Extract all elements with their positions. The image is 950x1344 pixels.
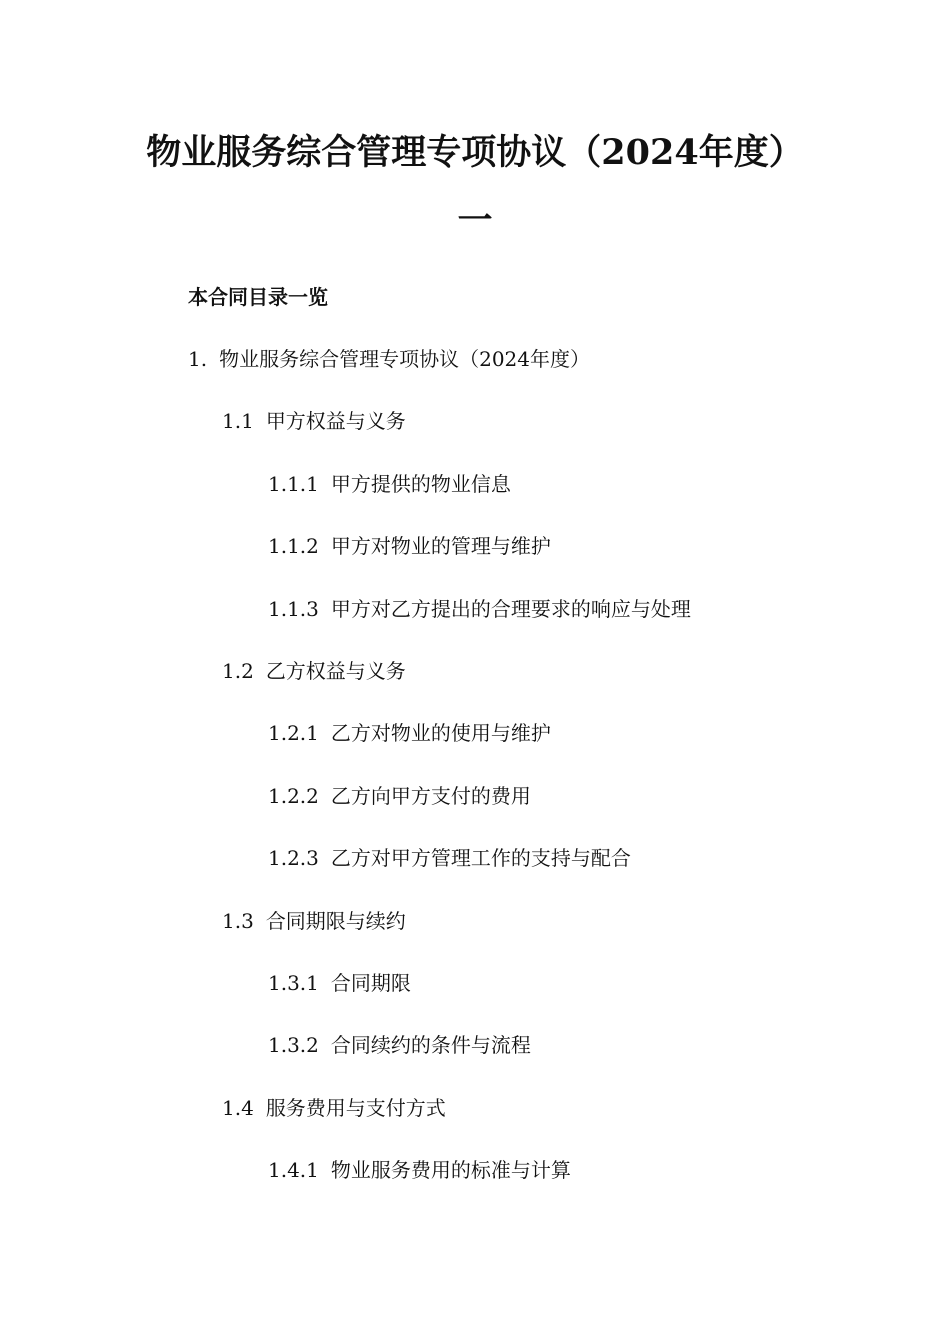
toc-entry-1 <box>188 345 590 373</box>
toc-entry-text: 甲方权益与义务 <box>265 409 406 433</box>
toc-entry-number: 1.1.1 <box>268 472 319 496</box>
toc-entry-number: 1.3.1 <box>268 971 319 995</box>
toc-entry-number: 1.1.3 <box>268 597 319 621</box>
toc-entry-1-1 <box>222 407 406 435</box>
toc-entry-1-4-1 <box>268 1156 571 1184</box>
toc-entry-text: 甲方对乙方提出的合理要求的响应与处理 <box>330 597 691 621</box>
toc-entry-text: 乙方对甲方管理工作的支持与配合 <box>330 846 631 870</box>
toc-entry-number: 1.2.2 <box>268 784 319 808</box>
toc-entry-text: 物业服务费用的标准与计算 <box>330 1158 571 1182</box>
toc-entry-1-2-1 <box>268 719 551 747</box>
toc-entry-text: 乙方权益与义务 <box>265 659 406 683</box>
toc-entry-1-4 <box>222 1094 446 1122</box>
toc-entry-1-3 <box>222 907 406 935</box>
toc-entry-number: 1.2.1 <box>268 721 319 745</box>
toc-entry-text: 甲方对物业的管理与维护 <box>330 534 551 558</box>
toc-entry-number: 1.3.2 <box>268 1033 319 1057</box>
toc-entry-1-3-2 <box>268 1031 531 1059</box>
toc-entry-1-2 <box>222 657 406 685</box>
toc-entry-1-3-1 <box>268 969 411 997</box>
toc-entry-1-2-2 <box>268 782 531 810</box>
toc-entry-text: 乙方对物业的使用与维护 <box>330 721 551 745</box>
toc-entry-text: 乙方向甲方支付的费用 <box>330 784 531 808</box>
toc-entry-1-1-3 <box>268 595 691 623</box>
toc-entry-number: 1.1.2 <box>268 534 319 558</box>
document-title-line2: 一 <box>457 200 493 241</box>
toc-entry-number: 1.2 <box>222 659 254 683</box>
toc-entry-1-1-2 <box>268 532 551 560</box>
toc-entry-number: 1.4.1 <box>268 1158 319 1182</box>
toc-entry-1-2-3 <box>268 844 631 872</box>
toc-entry-1-1-1 <box>268 470 511 498</box>
toc-entry-number: 1.1 <box>222 409 254 433</box>
toc-heading: 本合同目录一览 <box>188 285 328 309</box>
toc-entry-number: 1.2.3 <box>268 846 319 870</box>
toc-entry-text: 服务费用与支付方式 <box>265 1096 446 1120</box>
toc-entry-number: 1.3 <box>222 909 254 933</box>
document-title: 物业服务综合管理专项协议（2024年度） <box>146 132 804 173</box>
toc-entry-number: 1.4 <box>222 1096 254 1120</box>
toc-entry-text: 合同期限与续约 <box>265 909 406 933</box>
toc-entry-text: 合同期限 <box>330 971 411 995</box>
toc-entry-number: 1. <box>188 347 208 371</box>
toc-entry-text: 物业服务综合管理专项协议（2024年度） <box>219 347 590 371</box>
toc-entry-text: 甲方提供的物业信息 <box>330 472 511 496</box>
toc-entry-text: 合同续约的条件与流程 <box>330 1033 531 1057</box>
